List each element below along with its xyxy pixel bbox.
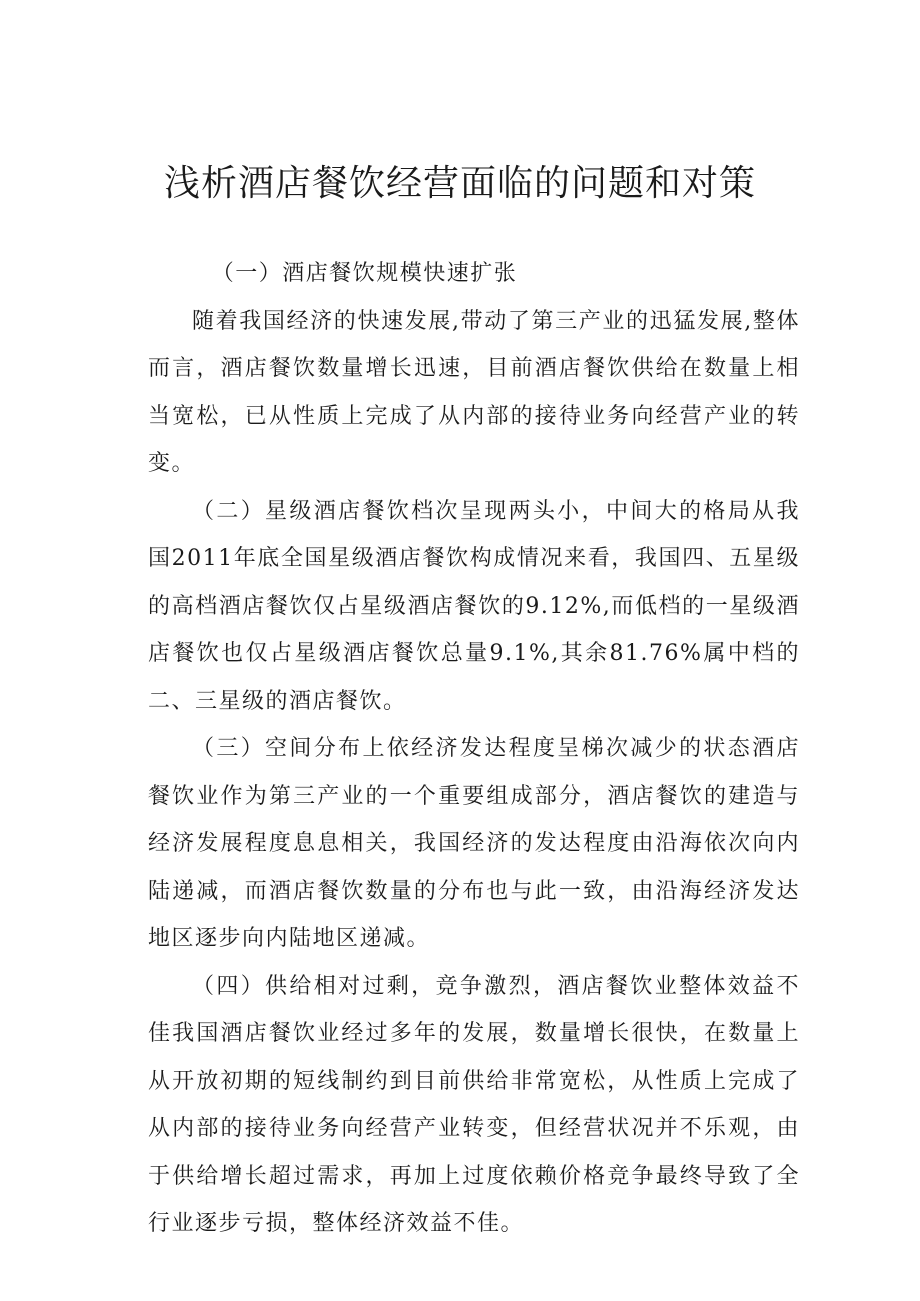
section-heading-1: （一）酒店餐饮规模快速扩张: [211, 261, 518, 286]
document-body: [148, 250, 800, 1248]
paragraph-4: （四）供给相对过剩，竞争激烈，酒店餐饮业整体效益不佳我国酒店餐饮业经过多年的发展，数量增长很快，在数量上从开放初期的短线制约到目前供给非常宽松，从性质上完成了从内部的接待业务向经营产业转变，但经营状况并不乐观，由于供给增长超过需求，再加上过度依赖价格竞争最终导致了全行业逐步亏损，整体经济效益不佳。: [148, 973, 800, 1236]
document-title: 浅析酒店餐饮经营面临的问题和对策: [163, 163, 756, 204]
paragraph-1: 随着我国经济的快速发展,带动了第三产业的迅猛发展,整体而言，酒店餐饮数量增长迅速，目前酒店餐饮供给在数量上相当宽松，已从性质上完成了从内部的接待业务向经营产业的转变。: [148, 308, 800, 476]
paragraph-3: （三）空间分布上依经济发达程度呈梯次减少的状态酒店餐饮业作为第三产业的一个重要组成部分，酒店餐饮的建造与经济发展程度息息相关，我国经济的发达程度由沿海依次向内陆递减，而酒店餐饮数量的分布也与此一致，由沿海经济发达地区逐步向内陆地区递减。: [148, 736, 800, 951]
paragraph-2: （二）星级酒店餐饮档次呈现两头小，中间大的格局从我国2011年底全国星级酒店餐饮构成情况来看，我国四、五星级的高档酒店餐饮仅占星级酒店餐饮的9.12%,而低档的一星级酒店餐饮也仅占星级酒店餐饮总量9.1%,其余81.76%属中档的二、三星级的酒店餐饮。: [148, 498, 800, 714]
